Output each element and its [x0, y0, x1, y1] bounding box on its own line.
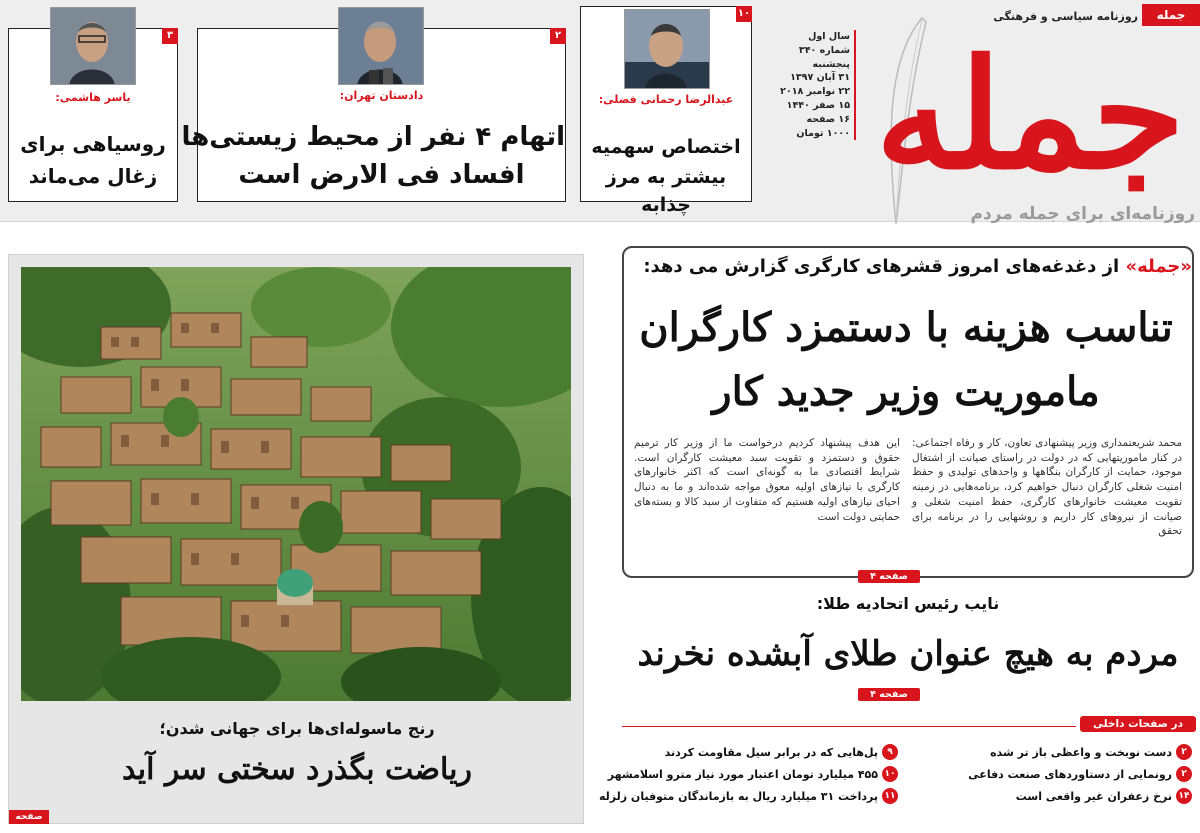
teaser-page-number: ۲ — [550, 28, 566, 44]
photo-story-page-ref[interactable]: صفحه ۱۱ — [9, 810, 49, 824]
teaser-page-number: ۳ — [162, 28, 178, 44]
lead-body-left: این هدف پیشنهاد کردیم درخواست ما از وزیر کار ترمیم حقوق و دستمزد و تقویت سبد معیشت کارگران است. شرایط اقتصادی ما به گونه‌ای است که اکثر خانوارهای کارگری با نیازهای اولیه معوق مواجه شده‌اند و ما به دنبال احیای نیازهای اولیه هستیم که متفاوت از سبد کالا و بسته‌های حمایتی دولت است — [634, 437, 900, 523]
index-item[interactable] — [1016, 788, 1192, 804]
masuleh-village-photo — [21, 267, 571, 701]
lead-kicker-source: «جمله» — [1125, 256, 1192, 277]
teaser-page-number: ۱۰ — [736, 6, 752, 22]
index-item[interactable] — [599, 788, 898, 804]
issue-info — [778, 30, 856, 140]
corner-tag: جمله — [1142, 4, 1200, 26]
lead-kicker-text: از دغدغه‌های امروز قشرهای کارگری گزارش می دهد: — [643, 256, 1126, 277]
teaser-person-name: یاسر هاشمی: — [55, 91, 131, 104]
issue-date-gregorian: ۲۲ نوامبر ۲۰۱۸ — [780, 86, 850, 98]
teaser-yaser-hashemi[interactable] — [8, 28, 178, 202]
lead-headline-line2: ماموریت وزیر جدید کار — [712, 368, 1100, 415]
portrait-image — [624, 9, 710, 89]
issue-price: ۱۰۰۰ تومان — [796, 127, 850, 139]
issue-year: سال اول — [808, 31, 850, 42]
photo-story[interactable] — [8, 254, 584, 833]
teaser-headline-line1: روسیاهی برای — [20, 132, 166, 156]
teaser-person-name: دادستان تهران: — [339, 89, 424, 102]
index-item[interactable] — [968, 766, 1192, 782]
index-item[interactable] — [665, 744, 898, 760]
issue-weekday: پنجشنبه — [812, 58, 850, 70]
photo-story-kicker: رنج ماسوله‌ای‌ها برای جهانی شدن؛ — [159, 719, 435, 738]
teaser-headline-line1: اتهام ۴ نفر از محیط زیستی‌ها — [181, 122, 565, 152]
index-page-badge: ۱۰ — [882, 766, 898, 782]
second-page-ref[interactable]: صفحه ۴ — [858, 688, 920, 701]
teaser-headline-line2: زغال می‌ماند — [28, 164, 158, 188]
issue-number: شماره ۳۴۰ — [798, 44, 850, 56]
index-item-text: ۴۵۵ میلیارد تومان اعتبار مورد نیاز مترو اسلامشهر — [607, 767, 878, 781]
portrait-image — [338, 7, 424, 85]
index-item[interactable] — [608, 766, 898, 782]
second-kicker: نایب رئیس اتحادیه طلا: — [816, 594, 1000, 613]
teaser-tehran-prosecutor[interactable] — [181, 28, 566, 202]
lead-page-ref[interactable]: صفحه ۴ — [858, 570, 920, 583]
second-headline[interactable]: مردم به هیچ عنوان طلای آبشده نخرند — [637, 634, 1179, 674]
lead-kicker — [632, 256, 1192, 277]
teaser-headline-line2: بیشتر به مرز چذابه — [605, 166, 727, 216]
teaser-rahmani-fazli[interactable] — [580, 6, 752, 216]
issue-date-lunar: ۱۵ صفر ۱۴۴۰ — [786, 99, 850, 111]
portrait-image — [50, 7, 136, 85]
index-page-badge: ۹ — [882, 744, 898, 760]
index-item-text: دست نوبخت و واعظی باز تر شده — [990, 745, 1172, 759]
index-item[interactable] — [990, 744, 1192, 760]
teaser-headline-line2: افساد فی الارض است — [238, 160, 525, 190]
issue-pages: ۱۶ صفحه — [806, 113, 850, 125]
index-label: در صفحات داخلی بخوانید — [1080, 716, 1196, 732]
lead-headline — [628, 296, 1184, 424]
index-page-badge: ۲ — [1176, 766, 1192, 782]
index-item-text: پل‌هایی که در برابر سیل مقاومت کردند — [664, 745, 878, 759]
index-divider — [622, 726, 1076, 727]
lead-story[interactable] — [622, 246, 1194, 578]
issue-date-solar: ۳۱ آبان ۱۳۹۷ — [790, 72, 850, 84]
masthead-tagline: روزنامه‌ای برای جمله مردم — [970, 204, 1195, 224]
index-item-text: نرخ زعفران غیر واقعی است — [1015, 789, 1172, 803]
masthead-subtitle: روزنامه سیاسی و فرهنگی — [993, 10, 1138, 23]
teaser-headline-line1: اختصاص سهمیه — [591, 136, 741, 158]
index-page-badge: ۱۴ — [1176, 788, 1192, 804]
lead-body-right: محمد شریعتمداری وزیر پیشنهادی تعاون، کار و رفاه اجتماعی: در کنار ماموریتهایی که در دولت در راستای صیانت از اشتغال موجود، حمایت از کارگران بنگاهها و واحدهای تولیدی و حفظ امنیت شغلی کارگران دنبال خواهیم کرد، برنامه‌هایی در زمینه تقویت معیشت خانوارهای کارگری، حفظ امنیت شغلی و صیانت از نیروهای کار داریم و روشهایی را در برنامه برای تحقق — [912, 437, 1182, 538]
index-page-badge: ۲ — [1176, 744, 1192, 760]
masthead-header — [0, 0, 1200, 222]
lead-headline-line1: تناسب هزینه با دستمزد کارگران — [639, 304, 1173, 351]
index-page-badge: ۱۱ — [882, 788, 898, 804]
teaser-person-name: عبدالرضا رحمانی فضلی: — [598, 93, 734, 106]
logo-wordmark: جمله — [875, 27, 1185, 203]
index-item-text: رونمایی از دستاوردهای صنعت دفاعی — [968, 767, 1172, 781]
index-item-text: پرداخت ۳۱ میلیارد ریال به بازماندگان متوفیان زلزله — [599, 789, 878, 803]
photo-story-headline[interactable]: ریاضت بگذرد سختی سر آید — [122, 752, 472, 787]
